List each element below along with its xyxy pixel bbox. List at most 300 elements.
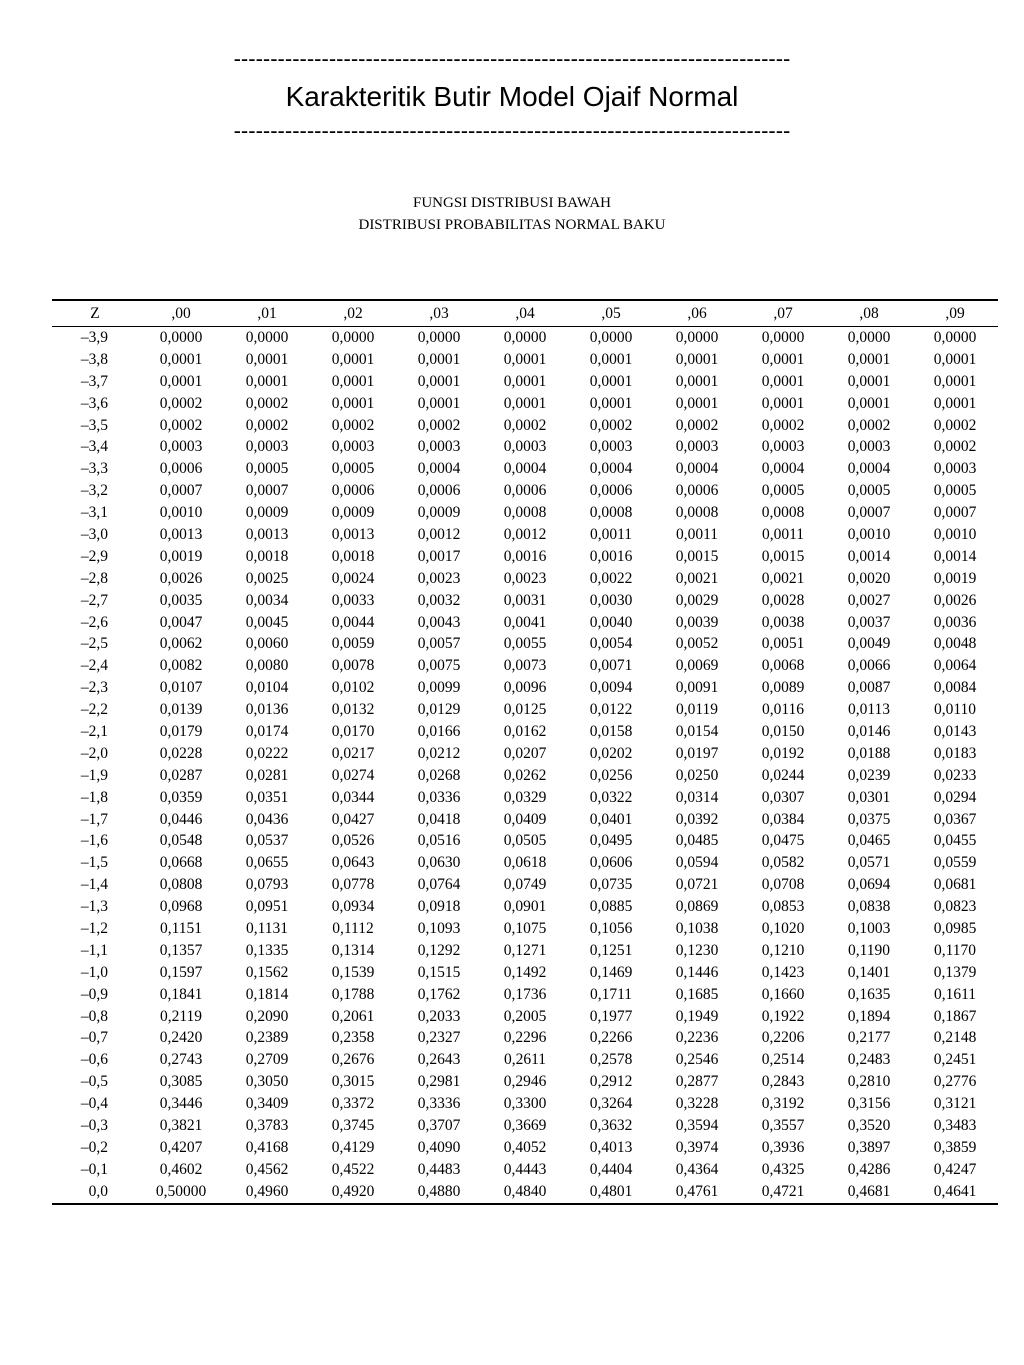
probability-cell: 0,0001 — [417, 394, 461, 412]
header-dashes-top: ---------------------------------------------------------------------------- — [233, 46, 791, 71]
probability-cell: 0,0006 — [503, 482, 547, 500]
probability-cell: 0,0054 — [589, 635, 633, 653]
table-title-line-2: DISTRIBUSI PROBABILITAS NORMAL BAKU — [358, 217, 666, 233]
probability-cell: 0,2483 — [847, 1051, 891, 1069]
probability-cell: 0,0009 — [245, 504, 289, 522]
probability-cell: 0,0000 — [245, 328, 289, 346]
probability-cell: 0,3483 — [933, 1117, 977, 1134]
probability-cell: 0,3050 — [245, 1073, 289, 1091]
probability-cell: 0,0003 — [503, 438, 547, 456]
probability-cell: 0,1788 — [331, 985, 375, 1003]
probability-cell: 0,0885 — [589, 898, 633, 916]
probability-cell: 0,0274 — [331, 766, 375, 784]
z-value-cell: –3,8 — [80, 350, 108, 368]
probability-cell: 0,0051 — [761, 635, 805, 653]
z-value-cell: –3,4 — [80, 438, 108, 456]
table-row — [52, 809, 998, 831]
probability-cell: 0,0250 — [675, 766, 719, 784]
column-header-z: Z — [52, 300, 138, 327]
probability-cell: 0,4920 — [331, 1182, 375, 1200]
probability-cell: 0,0062 — [159, 635, 203, 653]
probability-cell: 0,0013 — [159, 525, 203, 543]
probability-cell: 0,0030 — [589, 591, 633, 609]
probability-cell: 0,0465 — [847, 832, 891, 850]
probability-cell: 0,2266 — [589, 1029, 633, 1047]
table-row — [52, 436, 998, 458]
z-value-cell: –1,7 — [80, 810, 108, 828]
probability-cell: 0,0016 — [589, 547, 633, 565]
probability-cell: 0,0721 — [675, 876, 719, 894]
probability-cell: 0,0228 — [159, 744, 203, 762]
z-value-cell: –0,1 — [80, 1160, 108, 1178]
probability-cell: 0,0322 — [589, 788, 633, 806]
probability-cell: 0,0375 — [847, 810, 891, 828]
z-value-cell: –0,9 — [80, 985, 108, 1003]
probability-cell: 0,0409 — [503, 810, 547, 828]
table-row — [52, 546, 998, 568]
probability-cell: 0,0016 — [503, 547, 547, 565]
probability-cell: 0,0059 — [331, 635, 375, 653]
probability-cell: 0,0087 — [847, 679, 891, 697]
probability-cell: 0,2061 — [331, 1007, 375, 1025]
probability-cell: 0,0002 — [847, 416, 891, 434]
probability-cell: 0,0018 — [331, 547, 375, 565]
probability-cell: 0,0005 — [245, 460, 289, 478]
column-header: ,08 — [826, 300, 912, 327]
page-title: Karakteritik Butir Model Ojaif Normal — [285, 81, 739, 112]
probability-cell: 0,3936 — [761, 1138, 805, 1156]
probability-cell: 0,0003 — [933, 460, 977, 478]
probability-cell: 0,0901 — [503, 898, 547, 916]
probability-cell: 0,0019 — [159, 547, 203, 565]
table-row — [52, 743, 998, 765]
probability-cell: 0,0132 — [331, 701, 375, 719]
probability-cell: 0,0427 — [331, 810, 375, 828]
probability-cell: 0,0174 — [245, 722, 289, 740]
table-row — [52, 852, 998, 874]
probability-cell: 0,0064 — [933, 657, 977, 675]
probability-cell: 0,0069 — [675, 657, 719, 675]
probability-cell: 0,0014 — [933, 547, 977, 565]
table-row — [52, 590, 998, 612]
table-row — [52, 415, 998, 437]
table-row — [52, 568, 998, 590]
probability-cell: 0,0004 — [847, 460, 891, 478]
probability-cell: 0,0007 — [847, 504, 891, 522]
probability-cell: 0,0008 — [589, 504, 633, 522]
probability-cell: 0,0455 — [933, 832, 977, 850]
probability-cell: 0,0001 — [761, 350, 805, 368]
probability-cell: 0,1170 — [933, 941, 977, 959]
table-row — [52, 699, 998, 721]
probability-cell: 0,2709 — [245, 1051, 289, 1069]
probability-cell: 0,0002 — [933, 416, 977, 434]
z-value-cell: –3,0 — [80, 525, 108, 543]
probability-cell: 0,0001 — [331, 394, 375, 412]
table-row — [52, 1181, 998, 1204]
probability-cell: 0,0154 — [675, 722, 719, 740]
z-value-cell: –2,7 — [80, 591, 108, 609]
probability-cell: 0,2776 — [933, 1073, 977, 1091]
probability-cell: 0,1685 — [675, 985, 719, 1003]
probability-cell: 0,0136 — [245, 701, 289, 719]
column-header: ,02 — [310, 300, 396, 327]
probability-cell: 0,0005 — [761, 482, 805, 500]
probability-cell: 0,0001 — [589, 394, 633, 412]
probability-cell: 0,0011 — [761, 525, 805, 543]
table-row — [52, 787, 998, 809]
z-value-cell: –1,8 — [80, 788, 108, 806]
probability-cell: 0,0011 — [675, 525, 719, 543]
probability-cell: 0,0694 — [847, 876, 891, 894]
table-row — [52, 721, 998, 743]
probability-cell: 0,0002 — [761, 416, 805, 434]
probability-cell: 0,0000 — [675, 328, 719, 346]
z-value-cell: –3,1 — [80, 504, 108, 522]
table-row — [52, 524, 998, 546]
table-row — [52, 940, 998, 962]
probability-cell: 0,0035 — [159, 591, 203, 609]
probability-cell: 0,0233 — [933, 766, 977, 784]
probability-cell: 0,0222 — [245, 744, 289, 762]
probability-cell: 0,4013 — [589, 1138, 633, 1156]
probability-cell: 0,1038 — [675, 919, 719, 937]
probability-cell: 0,0823 — [933, 898, 977, 916]
probability-cell: 0,0003 — [331, 438, 375, 456]
probability-cell: 0,0049 — [847, 635, 891, 653]
probability-cell: 0,0001 — [331, 372, 375, 390]
probability-cell: 0,0066 — [847, 657, 891, 675]
table-row — [52, 458, 998, 480]
probability-cell: 0,1597 — [159, 963, 203, 981]
probability-cell: 0,0005 — [331, 460, 375, 478]
probability-cell: 0,2358 — [331, 1029, 375, 1047]
probability-cell: 0,1230 — [675, 941, 719, 959]
column-header: ,04 — [482, 300, 568, 327]
probability-cell: 0,0002 — [503, 416, 547, 434]
probability-cell: 0,0197 — [675, 744, 719, 762]
probability-cell: 0,3669 — [503, 1117, 547, 1134]
probability-cell: 0,0808 — [159, 876, 203, 894]
probability-cell: 0,0000 — [589, 328, 633, 346]
probability-cell: 0,0043 — [417, 613, 461, 631]
probability-cell: 0,1314 — [331, 941, 375, 959]
probability-cell: 0,2206 — [761, 1029, 805, 1047]
table-row — [52, 918, 998, 940]
probability-cell: 0,0040 — [589, 613, 633, 631]
probability-cell: 0,0001 — [331, 350, 375, 368]
table-row — [52, 393, 998, 415]
z-value-cell: –2,8 — [80, 569, 108, 587]
probability-cell: 0,0096 — [503, 679, 547, 697]
probability-cell: 0,4840 — [503, 1182, 547, 1200]
probability-cell: 0,2981 — [417, 1073, 461, 1091]
probability-cell: 0,3632 — [589, 1117, 633, 1134]
probability-cell: 0,3015 — [331, 1073, 375, 1091]
z-value-cell: –1,1 — [80, 941, 108, 959]
probability-cell: 0,0001 — [503, 394, 547, 412]
probability-cell: 0,2296 — [503, 1029, 547, 1047]
probability-cell: 0,4960 — [245, 1182, 289, 1200]
probability-cell: 0,0207 — [503, 744, 547, 762]
probability-cell: 0,0294 — [933, 788, 977, 806]
probability-cell: 0,0446 — [159, 810, 203, 828]
probability-cell: 0,0003 — [159, 438, 203, 456]
probability-cell: 0,0001 — [159, 350, 203, 368]
probability-cell: 0,3228 — [675, 1095, 719, 1113]
probability-cell: 0,0336 — [417, 788, 461, 806]
probability-cell: 0,3336 — [417, 1095, 461, 1113]
probability-cell: 0,0044 — [331, 613, 375, 631]
probability-cell: 0,2119 — [159, 1007, 203, 1025]
probability-cell: 0,0559 — [933, 854, 977, 872]
z-value-cell: –3,2 — [80, 482, 108, 500]
probability-cell: 0,0089 — [761, 679, 805, 697]
probability-cell: 0,0139 — [159, 701, 203, 719]
probability-cell: 0,0019 — [933, 569, 977, 587]
probability-cell: 0,0003 — [847, 438, 891, 456]
probability-cell: 0,1515 — [417, 963, 461, 981]
probability-cell: 0,0548 — [159, 832, 203, 850]
probability-cell: 0,4090 — [417, 1138, 461, 1156]
probability-cell: 0,0052 — [675, 635, 719, 653]
probability-cell: 0,0001 — [847, 394, 891, 412]
probability-cell: 0,0001 — [933, 372, 977, 390]
probability-cell: 0,0000 — [159, 328, 203, 346]
probability-cell: 0,0001 — [159, 372, 203, 390]
table-row — [52, 1071, 998, 1093]
probability-cell: 0,0475 — [761, 832, 805, 850]
probability-cell: 0,2005 — [503, 1007, 547, 1025]
probability-cell: 0,0001 — [847, 372, 891, 390]
probability-cell: 0,1093 — [417, 919, 461, 937]
normal-distribution-table — [52, 299, 998, 1205]
probability-cell: 0,3974 — [675, 1138, 719, 1156]
z-value-cell: –1,6 — [80, 832, 108, 850]
probability-cell: 0,1335 — [245, 941, 289, 959]
probability-cell: 0,0401 — [589, 810, 633, 828]
probability-cell: 0,4247 — [933, 1160, 977, 1178]
probability-cell: 0,0032 — [417, 591, 461, 609]
probability-cell: 0,0000 — [761, 328, 805, 346]
probability-cell: 0,0418 — [417, 810, 461, 828]
probability-cell: 0,0281 — [245, 766, 289, 784]
probability-cell: 0,4207 — [159, 1138, 203, 1156]
z-value-cell: –2,5 — [80, 635, 108, 653]
probability-cell: 0,0026 — [933, 591, 977, 609]
probability-cell: 0,0618 — [503, 854, 547, 872]
probability-cell: 0,4483 — [417, 1160, 461, 1178]
probability-cell: 0,4602 — [159, 1160, 203, 1178]
probability-cell: 0,0735 — [589, 876, 633, 894]
probability-cell: 0,0028 — [761, 591, 805, 609]
probability-cell: 0,1660 — [761, 985, 805, 1003]
probability-cell: 0,0655 — [245, 854, 289, 872]
probability-cell: 0,0048 — [933, 635, 977, 653]
probability-cell: 0,0179 — [159, 722, 203, 740]
probability-cell: 0,0004 — [589, 460, 633, 478]
z-value-cell: –0,7 — [80, 1029, 108, 1047]
table-header-row — [52, 300, 998, 327]
probability-cell: 0,50000 — [155, 1182, 207, 1200]
probability-cell: 0,0001 — [761, 394, 805, 412]
probability-cell: 0,0002 — [589, 416, 633, 434]
probability-cell: 0,0006 — [417, 482, 461, 500]
probability-cell: 0,0078 — [331, 657, 375, 675]
probability-cell: 0,1075 — [503, 919, 547, 937]
probability-cell: 0,3264 — [589, 1095, 633, 1113]
z-value-cell: –1,9 — [80, 766, 108, 784]
probability-cell: 0,4052 — [503, 1138, 547, 1156]
table-row — [52, 480, 998, 502]
table-row — [52, 1006, 998, 1028]
probability-cell: 0,0708 — [761, 876, 805, 894]
probability-cell: 0,0146 — [847, 722, 891, 740]
table-title-line-1: FUNGSI DISTRIBUSI BAWAH — [413, 195, 611, 211]
probability-cell: 0,0022 — [589, 569, 633, 587]
probability-cell: 0,0202 — [589, 744, 633, 762]
probability-cell: 0,0002 — [417, 416, 461, 434]
probability-cell: 0,0495 — [589, 832, 633, 850]
probability-cell: 0,0055 — [503, 635, 547, 653]
probability-cell: 0,0008 — [761, 504, 805, 522]
probability-cell: 0,0013 — [245, 525, 289, 543]
probability-cell: 0,0010 — [933, 525, 977, 543]
probability-cell: 0,3446 — [159, 1095, 203, 1113]
probability-cell: 0,0002 — [245, 416, 289, 434]
probability-cell: 0,4721 — [761, 1182, 805, 1200]
probability-cell: 0,4404 — [589, 1160, 633, 1178]
probability-cell: 0,0025 — [245, 569, 289, 587]
probability-cell: 0,0001 — [503, 372, 547, 390]
table-row — [52, 830, 998, 852]
probability-cell: 0,0582 — [761, 854, 805, 872]
probability-cell: 0,0084 — [933, 679, 977, 697]
probability-cell: 0,0001 — [675, 350, 719, 368]
probability-cell: 0,0020 — [847, 569, 891, 587]
probability-cell: 0,0951 — [245, 898, 289, 916]
probability-cell: 0,1379 — [933, 963, 977, 981]
table-row — [52, 612, 998, 634]
probability-cell: 0,2546 — [675, 1051, 719, 1069]
probability-cell: 0,2090 — [245, 1007, 289, 1025]
probability-cell: 0,0071 — [589, 657, 633, 675]
column-header: ,00 — [138, 300, 224, 327]
probability-cell: 0,0968 — [159, 898, 203, 916]
table-row — [52, 1093, 998, 1115]
probability-cell: 0,0102 — [331, 679, 375, 697]
probability-cell: 0,0007 — [159, 482, 203, 500]
table-row — [52, 984, 998, 1006]
probability-cell: 0,0150 — [761, 722, 805, 740]
probability-cell: 0,0001 — [589, 372, 633, 390]
probability-cell: 0,4562 — [245, 1160, 289, 1178]
probability-cell: 0,0073 — [503, 657, 547, 675]
probability-cell: 0,0367 — [933, 810, 977, 828]
z-value-cell: –1,0 — [80, 963, 108, 981]
probability-cell: 0,0031 — [503, 591, 547, 609]
probability-cell: 0,1401 — [847, 963, 891, 981]
probability-cell: 0,2236 — [675, 1029, 719, 1047]
z-value-cell: –0,6 — [80, 1051, 108, 1069]
probability-cell: 0,0122 — [589, 701, 633, 719]
z-value-cell: –2,1 — [80, 722, 108, 740]
probability-cell: 0,0384 — [761, 810, 805, 828]
probability-cell: 0,0516 — [417, 832, 461, 850]
probability-cell: 0,0024 — [331, 569, 375, 587]
table-body — [52, 327, 998, 1204]
probability-cell: 0,0526 — [331, 832, 375, 850]
probability-cell: 0,2578 — [589, 1051, 633, 1069]
probability-cell: 0,0749 — [503, 876, 547, 894]
probability-cell: 0,0005 — [847, 482, 891, 500]
probability-cell: 0,4364 — [675, 1160, 719, 1178]
probability-cell: 0,0188 — [847, 744, 891, 762]
table-row — [52, 327, 998, 349]
table-row — [52, 1115, 998, 1137]
probability-cell: 0,0934 — [331, 898, 375, 916]
z-value-cell: –0,3 — [80, 1117, 108, 1134]
header-dashes-bottom: ---------------------------------------------------------------------------- — [233, 118, 791, 143]
probability-cell: 0,0041 — [503, 613, 547, 631]
probability-cell: 0,1210 — [761, 941, 805, 959]
z-value-cell: –2,2 — [80, 701, 108, 719]
probability-cell: 0,0075 — [417, 657, 461, 675]
probability-cell: 0,0129 — [417, 701, 461, 719]
probability-cell: 0,3085 — [159, 1073, 203, 1091]
probability-cell: 0,3707 — [417, 1117, 461, 1134]
probability-cell: 0,0000 — [933, 328, 977, 346]
probability-cell: 0,0104 — [245, 679, 289, 697]
probability-cell: 0,3783 — [245, 1117, 289, 1134]
probability-cell: 0,0009 — [331, 504, 375, 522]
probability-cell: 0,3897 — [847, 1138, 891, 1156]
probability-cell: 0,0006 — [331, 482, 375, 500]
probability-cell: 0,1292 — [417, 941, 461, 959]
probability-cell: 0,0012 — [503, 525, 547, 543]
probability-cell: 0,0002 — [675, 416, 719, 434]
probability-cell: 0,0262 — [503, 766, 547, 784]
probability-cell: 0,1446 — [675, 963, 719, 981]
probability-cell: 0,3557 — [761, 1117, 805, 1134]
probability-cell: 0,2743 — [159, 1051, 203, 1069]
probability-cell: 0,1736 — [503, 985, 547, 1003]
probability-cell: 0,0307 — [761, 788, 805, 806]
probability-cell: 0,4443 — [503, 1160, 547, 1178]
probability-cell: 0,3192 — [761, 1095, 805, 1113]
probability-cell: 0,0038 — [761, 613, 805, 631]
probability-cell: 0,4129 — [331, 1138, 375, 1156]
probability-cell: 0,1357 — [159, 941, 203, 959]
probability-cell: 0,0003 — [417, 438, 461, 456]
probability-cell: 0,0036 — [933, 613, 977, 631]
probability-cell: 0,4641 — [933, 1182, 977, 1200]
probability-cell: 0,0116 — [761, 701, 805, 719]
probability-cell: 0,0010 — [847, 525, 891, 543]
table-row — [52, 1159, 998, 1181]
z-value-cell: 0,0 — [88, 1182, 108, 1200]
probability-cell: 0,0080 — [245, 657, 289, 675]
probability-cell: 0,0004 — [761, 460, 805, 478]
probability-cell: 0,0183 — [933, 744, 977, 762]
probability-cell: 0,0594 — [675, 854, 719, 872]
probability-cell: 0,1711 — [589, 985, 633, 1003]
probability-cell: 0,0001 — [589, 350, 633, 368]
table-row — [52, 874, 998, 896]
column-header: ,09 — [912, 300, 998, 327]
probability-cell: 0,0301 — [847, 788, 891, 806]
z-value-cell: –3,5 — [80, 416, 108, 434]
